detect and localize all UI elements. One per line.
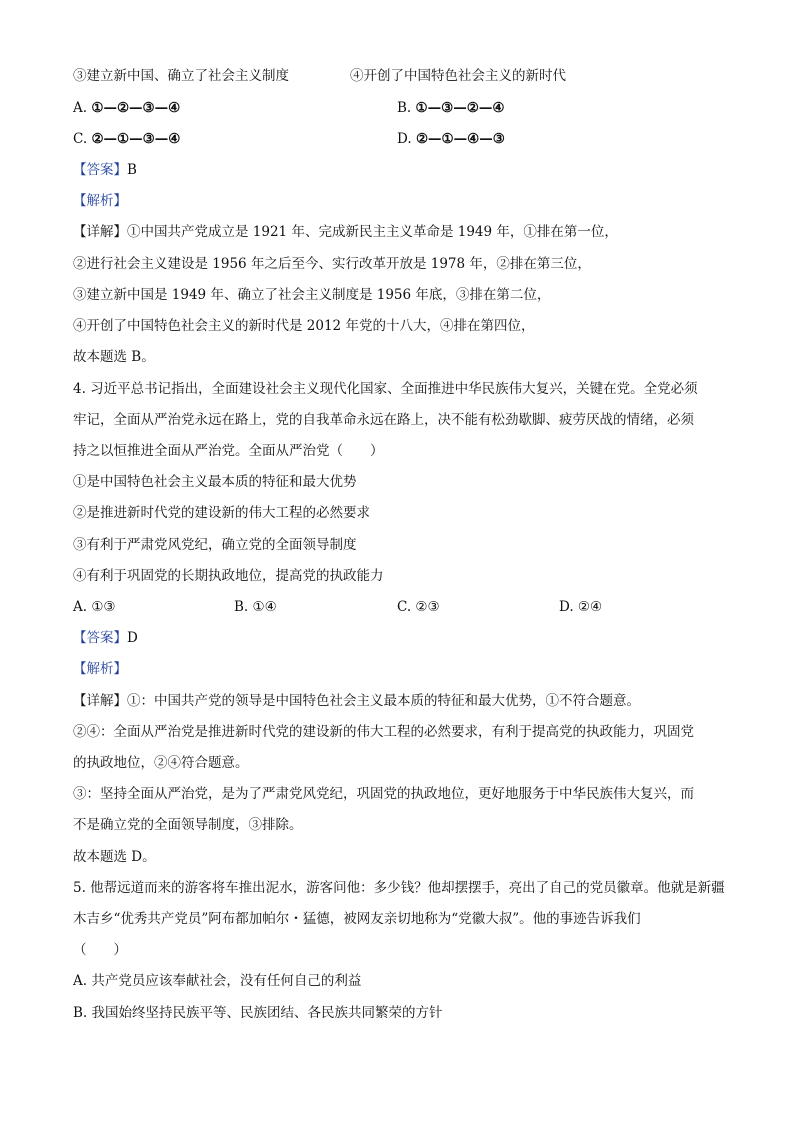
q4-item-4: ④有利于巩固党的长期执政地位，提高党的执政能力 <box>73 568 384 584</box>
detail-tag: 【详解】 <box>73 693 127 709</box>
q3-option-b[interactable]: B. ①—③—②—④ <box>397 100 505 116</box>
q3-detail-line: ④开创了中国特色社会主义的新时代是 2012 年党的十八大，④排在第四位， <box>73 318 535 334</box>
q5-stem-line: 木吉乡“优秀共产党员”阿布都加帕尔・猛德，被网友亲切地称为“党徽大叔”。他的事迹告诉我们 <box>73 911 641 927</box>
q4-option-b[interactable]: B. ①④ <box>234 599 277 615</box>
q3-analysis-heading: 【解析】 <box>73 193 127 209</box>
q3-item-3: ③建立新中国、确立了社会主义制度 <box>73 68 289 84</box>
q3-option-a[interactable]: A. ①—②—③—④ <box>73 100 181 116</box>
q5-option-b[interactable]: B. 我国始终坚持民族平等、民族团结、各民族共同繁荣的方针 <box>73 1005 443 1021</box>
q4-option-c[interactable]: C. ②③ <box>397 599 440 615</box>
answer-tag: 【答案】 <box>73 162 127 178</box>
q4-option-a[interactable]: A. ①③ <box>73 599 116 615</box>
q4-item-3: ③有利于严肃党风党纪，确立党的全面领导制度 <box>73 537 357 553</box>
answer-tag: 【答案】 <box>73 630 127 646</box>
q4-option-d[interactable]: D. ②④ <box>559 599 603 615</box>
q4-detail-line: 【详解】①：中国共产党的领导是中国特色社会主义最本质的特征和最大优势，①不符合题意。 <box>73 693 640 709</box>
q3-detail-line: ②进行社会主义建设是 1956 年之后至今、实行改革开放是 1978 年，②排在第三位， <box>73 256 591 272</box>
q3-option-d[interactable]: D. ②—①—④—③ <box>397 131 505 147</box>
q5-option-a[interactable]: A. 共产党员应该奉献社会，没有任何自己的利益 <box>73 973 362 989</box>
q3-detail-line: ③建立新中国是 1949 年、确立了社会主义制度是 1956 年底，③排在第二位， <box>73 287 551 303</box>
q3-option-c[interactable]: C. ②—①—③—④ <box>73 131 181 147</box>
q4-analysis-heading: 【解析】 <box>73 661 127 677</box>
q5-answer-blank: （ ） <box>73 942 127 958</box>
q4-answer <box>73 628 733 648</box>
q4-detail-line: 不是确立党的全面领导制度，③排除。 <box>73 817 303 833</box>
q4-stem-line: 持之以恒推进全面从严治党。全面从严治党（ ） <box>73 443 384 459</box>
q4-stem-line: 4. 习近平总书记指出，全面建设社会主义现代化国家、全面推进中华民族伟大复兴，关键在党。全党必须 <box>73 381 698 397</box>
answer-value: D <box>127 630 138 646</box>
answer-value: B <box>127 162 137 178</box>
q4-detail-line: ②④：全面从严治党是推进新时代党的建设新的伟大工程的必然要求，有利于提高党的执政能力，巩固党 <box>73 724 694 740</box>
q4-stem-line: 牢记，全面从严治党永远在路上，党的自我革命永远在路上，决不能有松劲歇脚、疲劳厌战的情绪，必须 <box>73 412 694 428</box>
q3-answer <box>73 160 733 180</box>
q3-detail-line: 【详解】①中国共产党成立是 1921 年、完成新民主主义革命是 1949 年，①排在第一位， <box>73 224 618 240</box>
q5-stem-line: 5. 他帮远道而来的游客将车推出泥水，游客问他：多少钱？他却摆摆手，亮出了自己的党员徽章。他就是新疆 <box>73 880 725 896</box>
q4-conclusion: 故本题选 D。 <box>73 849 156 865</box>
q4-item-2: ②是推进新时代党的建设新的伟大工程的必然要求 <box>73 505 370 521</box>
detail-tag: 【详解】 <box>73 224 127 240</box>
q3-conclusion: 故本题选 B。 <box>73 349 155 365</box>
q3-item-4: ④开创了中国特色社会主义的新时代 <box>350 68 566 84</box>
q4-detail-line: ③：坚持全面从严治党，是为了严肃党风党纪，巩固党的执政地位，更好地服务于中华民族伟大复兴，而 <box>73 786 694 802</box>
q4-item-1: ①是中国特色社会主义最本质的特征和最大优势 <box>73 474 357 490</box>
q4-detail-line: 的执政地位，②④符合题意。 <box>73 755 249 771</box>
